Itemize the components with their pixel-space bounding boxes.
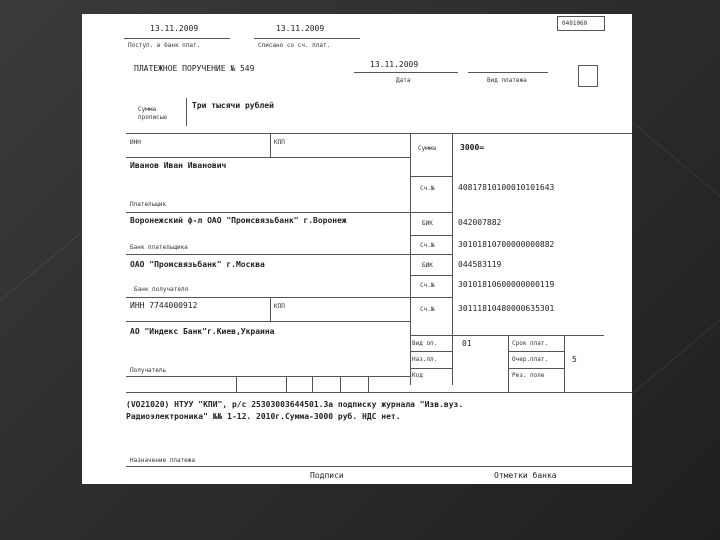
recipient-name: АО "Индекс Банк"г.Киев,Украина	[130, 327, 275, 336]
payment-order-document	[82, 14, 632, 484]
sum-value: 3000=	[460, 143, 485, 152]
ocher-value: 5	[572, 355, 577, 364]
amount-words-value: Три тысячи рублей	[192, 101, 274, 110]
date-received-value: 13.11.2009	[150, 24, 199, 33]
payer-account-value: 40817810100010101643	[458, 183, 555, 192]
recipient-bank-label: Банк получателя	[134, 286, 189, 293]
recipient-bank-name: ОАО "Промсвязьбанк" г.Москва	[130, 260, 265, 269]
payment-type-label: Вид платежа	[487, 77, 527, 84]
recipient-bank-bik-label: БИК	[422, 262, 433, 269]
document-title: ПЛАТЕЖНОЕ ПОРУЧЕНИЕ № 549	[134, 64, 255, 73]
payer-name: Иванов Иван Иванович	[130, 161, 227, 170]
status-box	[578, 65, 598, 87]
amount-words-label-2: прописью	[138, 114, 167, 121]
recipient-bank-corr-value: 30101810600000000119	[458, 280, 555, 289]
recipient-account-value: 30111810480000635301	[458, 304, 555, 313]
form-code: 0401060	[562, 20, 588, 27]
payer-bank-corr-label: Сч.№	[420, 242, 435, 249]
bank-marks-label: Отметки банка	[494, 471, 557, 480]
recipient-kpp-label: КПП	[274, 303, 285, 310]
kod-label: Код	[412, 372, 423, 379]
amount-words-label: Сумма	[138, 106, 157, 113]
date-debited-label: Списано со сч. плат.	[258, 42, 331, 49]
recipient-account-label: Сч.№	[420, 306, 435, 313]
srok-label: Срок плат.	[512, 340, 549, 347]
payer-label: Плательщик	[130, 201, 167, 208]
rez-label: Рез. поле	[512, 372, 545, 379]
purpose-line-2: Радиоэлектроника" №№ 1-12. 2010г.Сумма-3000 руб. НДС нет.	[126, 412, 401, 421]
naz-pl-label: Наз.пл.	[412, 356, 438, 363]
background-decor-line	[629, 120, 720, 217]
payer-bank-bik-value: 042007882	[458, 218, 502, 227]
document-date-value: 13.11.2009	[370, 60, 419, 69]
purpose-line-1: (VO21020) НТУУ "КПИ", р/с 25303003644501.За подписку журнала "Изв.вуз.	[126, 400, 464, 409]
recipient-bank-bik-value: 044583119	[458, 260, 502, 269]
sum-label: Сумма	[418, 145, 437, 152]
ocher-label: Очер.плат.	[512, 356, 549, 363]
signatures-label: Подписи	[310, 471, 344, 480]
vid-op-value: 01	[462, 339, 472, 348]
payer-bank-label: Банк плательщика	[130, 244, 188, 251]
payer-bank-corr-value: 30101810700000000882	[458, 240, 555, 249]
recipient-bank-corr-label: Сч.№	[420, 282, 435, 289]
date-debited-value: 13.11.2009	[276, 24, 325, 33]
payer-kpp-label: КПП	[274, 139, 285, 146]
payer-inn-label: ИНН	[130, 139, 141, 146]
payer-bank-name: Воронежский ф-л ОАО "Промсвязьбанк" г.Воронеж	[130, 216, 347, 225]
document-date-label: Дата	[396, 77, 411, 84]
recipient-inn: ИНН 7744000912	[130, 301, 198, 310]
date-received-label: Поступ. в банк плат.	[128, 42, 201, 49]
payer-account-label: Сч.№	[420, 185, 435, 192]
payer-bank-bik-label: БИК	[422, 220, 433, 227]
recipient-label: Получатель	[130, 367, 167, 374]
vid-op-label: Вид оп.	[412, 340, 438, 347]
purpose-label: Назначение платежа	[130, 457, 196, 464]
